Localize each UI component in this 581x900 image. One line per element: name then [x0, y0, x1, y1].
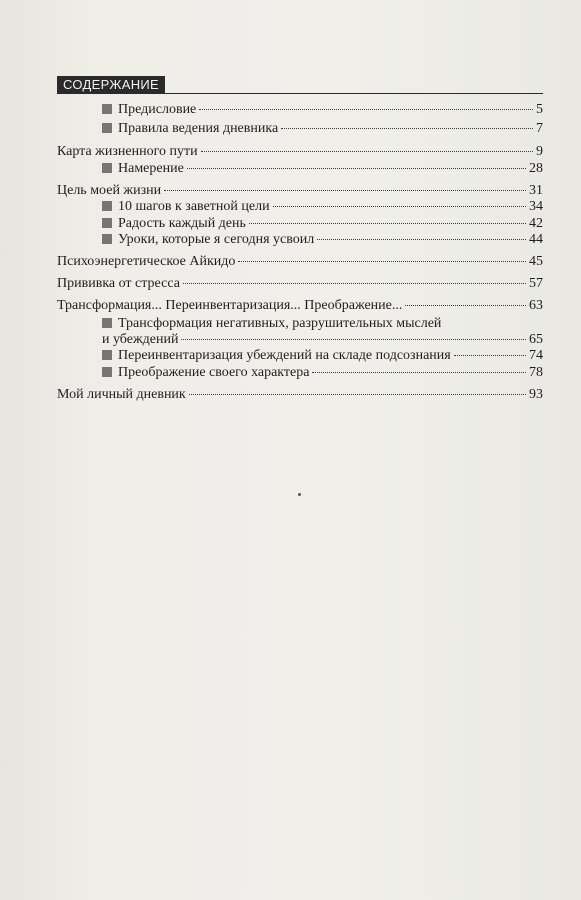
toc-entry-transformation[interactable] — [57, 297, 543, 315]
toc-entry-title: Радость каждый день — [118, 216, 246, 231]
toc-entry-page: 65 — [529, 332, 543, 347]
toc-entry-title: Трансформация негативных, разрушительных мыслей — [118, 316, 442, 331]
square-bullet-icon — [102, 234, 112, 244]
leader-dots — [199, 109, 533, 110]
toc-entry-aikido[interactable] — [57, 253, 543, 271]
toc-entry-intention[interactable] — [102, 160, 543, 178]
square-bullet-icon — [102, 104, 112, 114]
toc-entry-title: Психоэнергетическое Айкидо — [57, 254, 236, 269]
toc-entry-page: 57 — [529, 276, 543, 291]
paper-speck — [298, 493, 301, 496]
leader-dots — [405, 305, 526, 306]
toc-entry-page: 31 — [529, 183, 543, 198]
leader-dots — [249, 223, 526, 224]
toc-entry-page: 93 — [529, 387, 543, 402]
toc-entry-title: Правила ведения дневника — [118, 121, 279, 136]
toc-entry-preface[interactable] — [102, 101, 543, 119]
leader-dots — [454, 355, 526, 356]
toc-entry-title: Уроки, которые я сегодня усвоил — [118, 232, 315, 247]
toc-entry-life-map[interactable] — [57, 143, 543, 161]
toc-entry-ten-steps[interactable] — [102, 198, 543, 216]
toc-entry-title: Предисловие — [118, 102, 197, 117]
square-bullet-icon — [102, 367, 112, 377]
toc-entry-diary-rules[interactable] — [102, 120, 543, 138]
toc-entry-title: Цель моей жизни — [57, 183, 162, 198]
leader-dots — [317, 239, 526, 240]
leader-dots — [281, 128, 533, 129]
toc-entry-page: 78 — [529, 365, 543, 380]
toc-entry-title: Трансформация... Переинвентаризация... Преображение... — [57, 298, 403, 313]
toc-entry-title: и убеждений — [102, 332, 179, 347]
toc-entry-page: 63 — [529, 298, 543, 313]
heading-rule — [57, 93, 543, 94]
square-bullet-icon — [102, 218, 112, 228]
leader-dots — [181, 339, 526, 340]
toc-entry-character[interactable] — [102, 364, 543, 382]
contents-heading: СОДЕРЖАНИЕ — [57, 76, 165, 93]
square-bullet-icon — [102, 350, 112, 360]
toc-entry-page: 44 — [529, 232, 543, 247]
toc-entry-page: 7 — [536, 121, 543, 136]
square-bullet-icon — [102, 201, 112, 211]
leader-dots — [187, 168, 526, 169]
square-bullet-icon — [102, 163, 112, 173]
toc-entry-page: 34 — [529, 199, 543, 214]
square-bullet-icon — [102, 318, 112, 328]
toc-entry-title: Преображение своего характера — [118, 365, 310, 380]
toc-entry-title: 10 шагов к заветной цели — [118, 199, 270, 214]
toc-entry-page: 9 — [536, 144, 543, 159]
leader-dots — [164, 190, 526, 191]
toc-entry-lessons[interactable] — [102, 231, 543, 249]
toc-entry-page: 42 — [529, 216, 543, 231]
leader-dots — [238, 261, 526, 262]
leader-dots — [189, 394, 526, 395]
leader-dots — [273, 206, 526, 207]
toc-entry-page: 5 — [536, 102, 543, 117]
leader-dots — [201, 151, 533, 152]
toc-entry-page: 74 — [529, 348, 543, 363]
square-bullet-icon — [102, 123, 112, 133]
toc-entry-stress-vaccine[interactable] — [57, 275, 543, 293]
toc-entry-title: Переинвентаризация убеждений на складе подсознания — [118, 348, 451, 363]
leader-dots — [183, 283, 526, 284]
toc-entry-title: Карта жизненного пути — [57, 144, 198, 159]
toc-entry-page: 45 — [529, 254, 543, 269]
toc-entry-title: Намерение — [118, 161, 184, 176]
toc-entry-title: Прививка от стресса — [57, 276, 180, 291]
toc-entry-title: Мой личный дневник — [57, 387, 186, 402]
toc-entry-page: 28 — [529, 161, 543, 176]
leader-dots — [312, 372, 526, 373]
toc-entry-reinventory[interactable] — [102, 347, 543, 365]
toc-entry-personal-diary[interactable] — [57, 386, 543, 404]
